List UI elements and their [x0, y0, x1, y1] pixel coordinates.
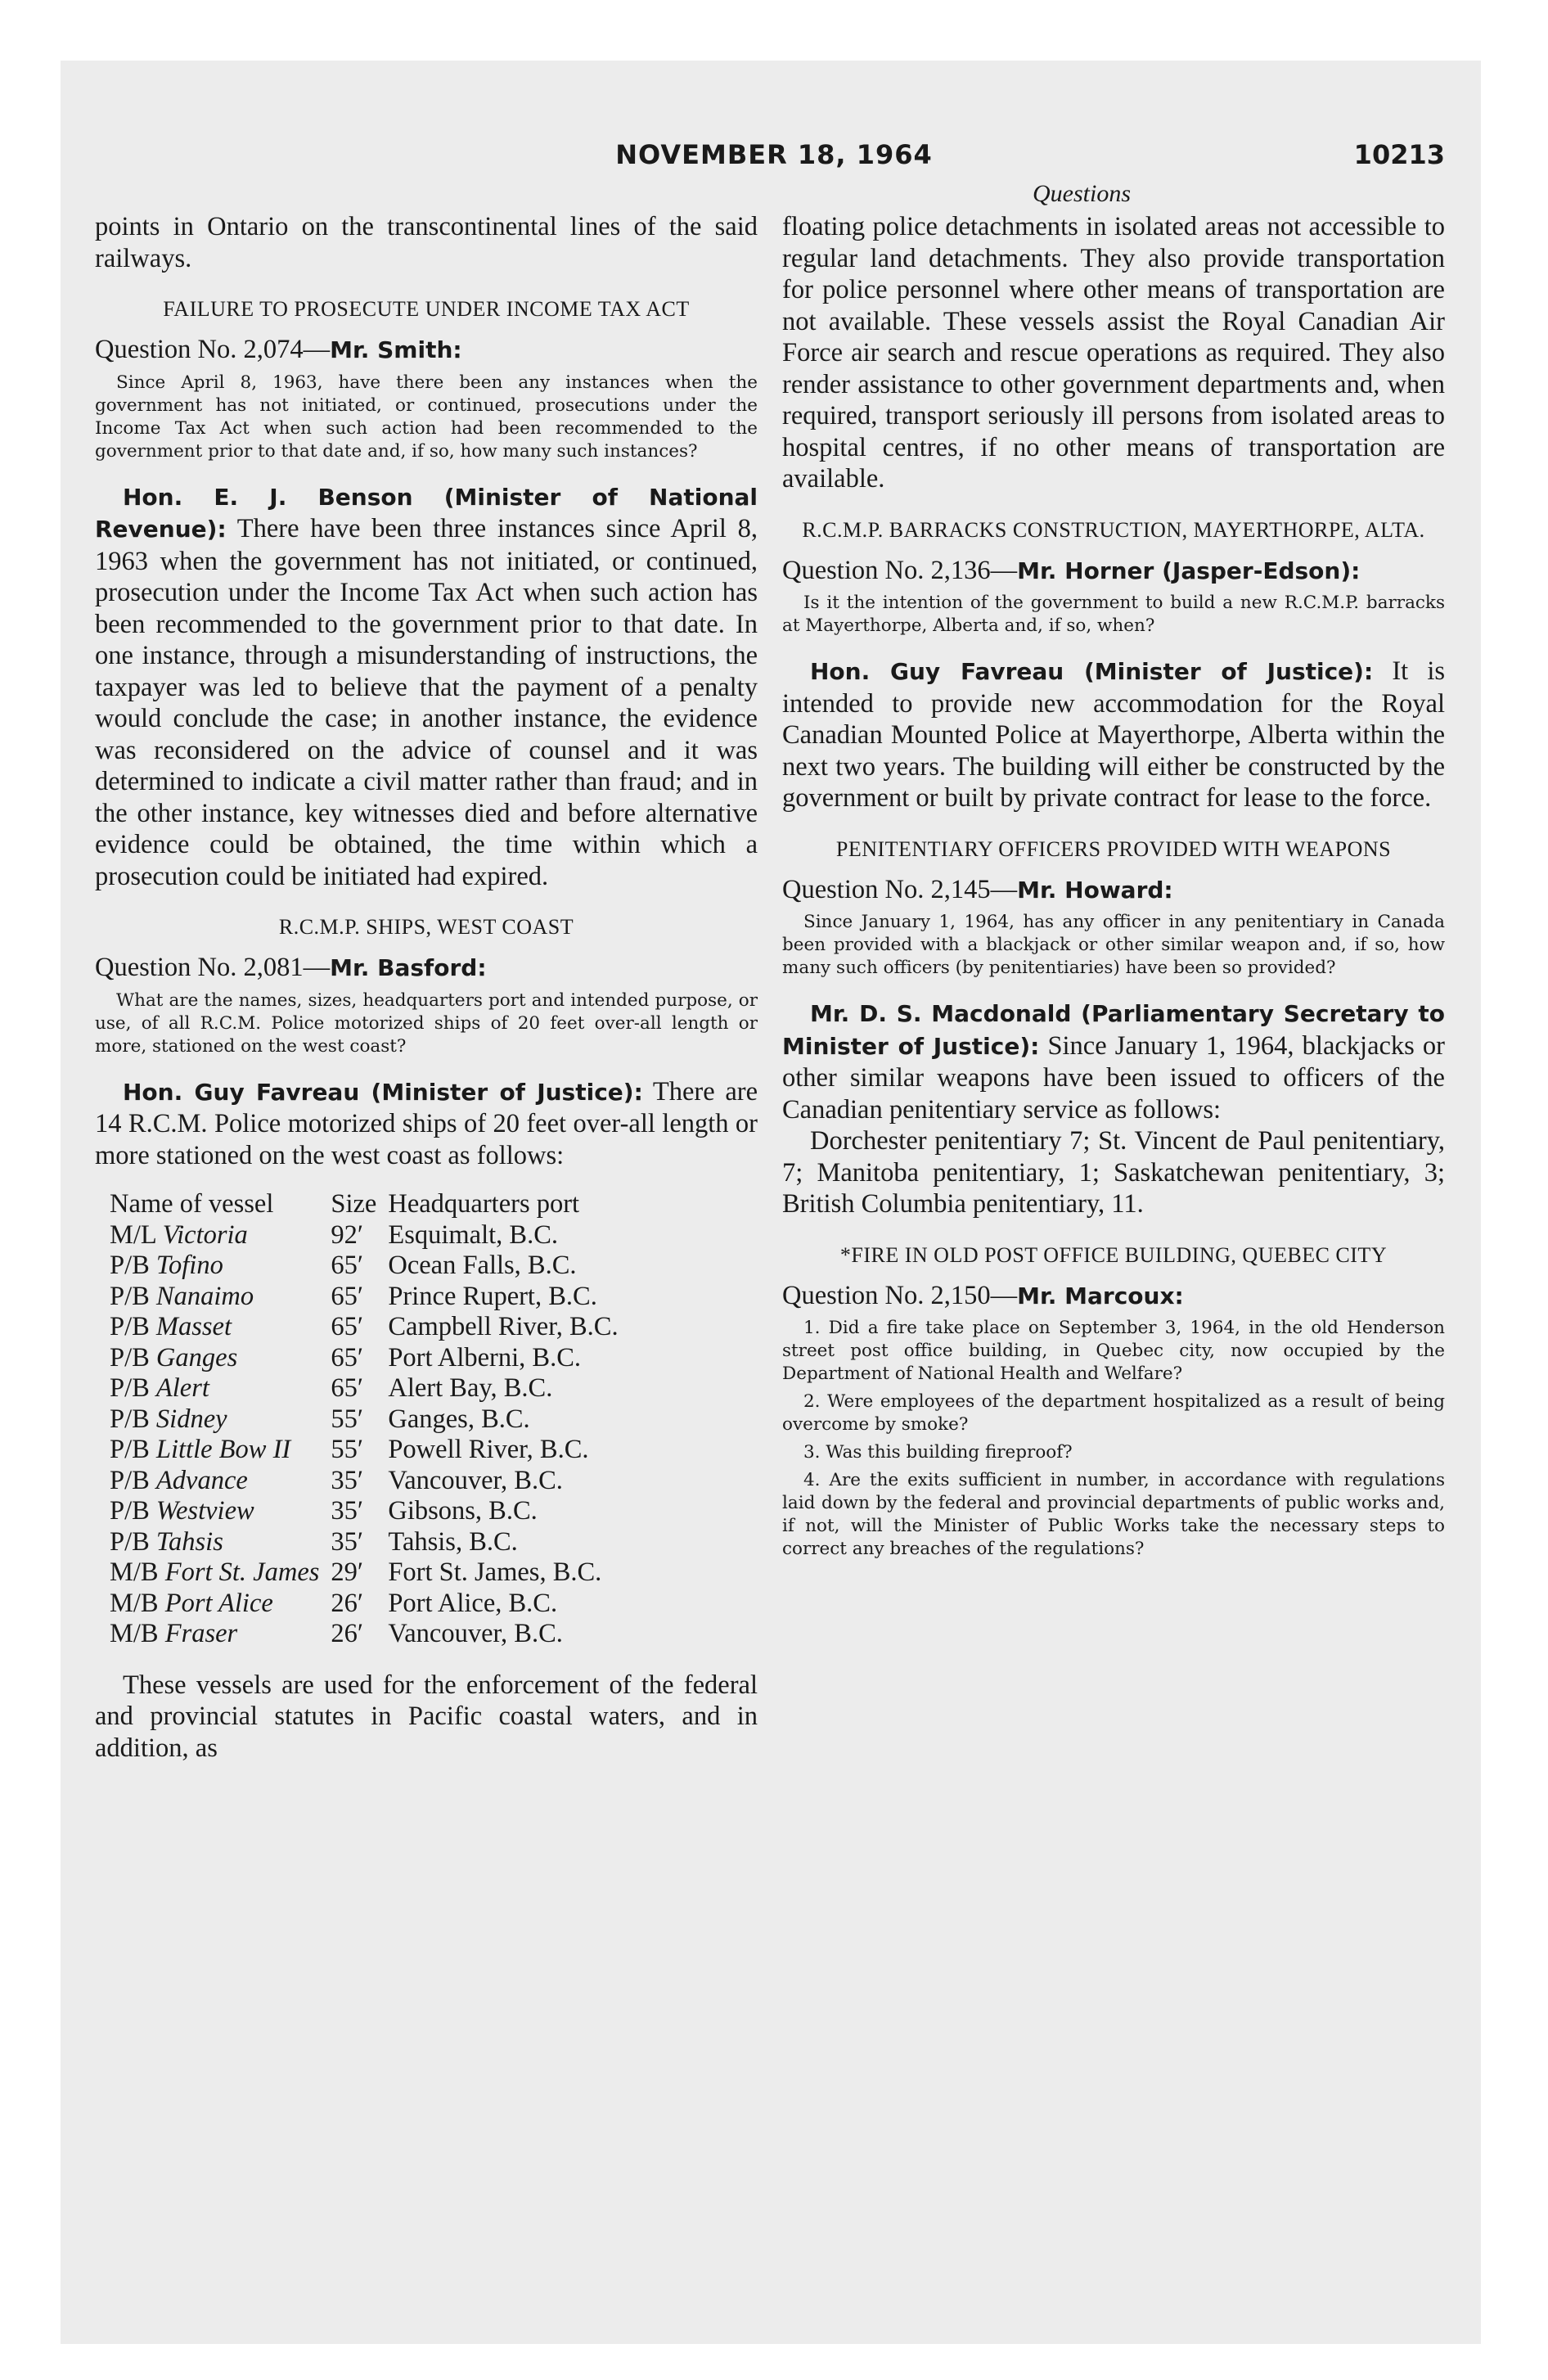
vessel-type: P/B [110, 1281, 156, 1311]
left-column [95, 211, 758, 1764]
vessel-size: 55′ [331, 1435, 363, 1464]
vessel-name: Nanaimo [155, 1281, 254, 1311]
answer-text: Since January 1, 1964, blackjacks or other similar weapons have been issued to officers of the Canadian penitentiary service as follows: [782, 1030, 1445, 1125]
questioner-name: Mr. Basford: [330, 954, 487, 981]
page-date: NOVEMBER 18, 1964 [615, 139, 933, 170]
speaker-name: Mr. D. S. Macdonald (Parliamentary Secretary to Minister of Justice): [782, 1000, 1445, 1060]
continued-text: points in Ontario on the transcontinental lines of the said railways. [95, 212, 758, 273]
table-row [110, 1466, 630, 1497]
page-number: 10213 [1353, 139, 1445, 170]
vessel-size: 65′ [331, 1251, 363, 1280]
vessel-type: P/B [110, 1251, 156, 1280]
answer-text: There are 14 R.C.M. Police motorized ships of 20 feet over-all length or more stationed on the west coast as follows: [95, 1076, 758, 1170]
question-text: Since January 1, 1964, has any officer in any penitentiary in Canada been provided with a blackjack or other similar weapon and, if so, how many such officers (by penitentiaries) have been so provided? [782, 912, 1445, 978]
vessel-size: 92′ [331, 1219, 363, 1250]
vessel-size: 35′ [331, 1496, 363, 1526]
closing-paragraph: These vessels are used for the enforcement of the federal and provincial statutes in Pacific coastal waters, and in addition, as [95, 1670, 758, 1763]
answer-text: There have been three instances since April 8, 1963 when the government has not initiated, or continued, prosecution under the Income Tax Act when such action has been recommended to the government prior to that date. In one instance, through a misunderstanding of instructions, the taxpayer was led to believe that the payment of a penalty would conclude the case; in another instance, the evidence was reconsidered on the advice of counsel and it was determined to indicate a civil matter rather than fraud; and in the other instance, key witnesses died and before alternative evidence could be obtained, the time within which a prosecution could be initiated had expired. [95, 514, 758, 891]
list-item: 4. Are the exits sufficient in number, in accordance with regulations laid down by the federal and provincial departments of public works and, if not, will the Minister of Public Works take the necessary steps to correct any breaches of the regulations? [782, 1470, 1445, 1559]
vessel-port: Fort St. James, B.C. [388, 1557, 602, 1587]
answer-paragraph: Dorchester penitentiary 7; St. Vincent de Paul penitentiary, 7; Manitoba penitentiary, 1; Saskatchewan penitentiary, 3; British Columbia penitentiary, 11. [782, 1126, 1445, 1219]
vessel-name: Alert [155, 1373, 209, 1403]
vessel-name: Advance [155, 1465, 248, 1495]
questioner-name: Mr. Smith: [330, 336, 462, 363]
vessel-name-cell [110, 1466, 331, 1497]
table-row [110, 1373, 630, 1404]
question-text: Since April 8, 1963, have there been any instances when the government has not initiated, or continued, prosecutions under the Income Tax Act when such action had been recommended to the government prior to that date and, if so, how many such instances? [95, 372, 758, 462]
vessel-port: Vancouver, B.C. [388, 1465, 563, 1495]
vessel-port: Esquimalt, B.C. [388, 1219, 559, 1250]
right-column [782, 211, 1445, 1566]
table-row [110, 1404, 630, 1436]
question-number: Question No. 2,081— [95, 953, 331, 982]
questioner-name: Mr. Horner (Jasper-Edson): [1017, 557, 1361, 584]
vessel-type: P/B [110, 1404, 156, 1434]
table-row [110, 1619, 630, 1650]
vessel-name: Ganges [155, 1342, 238, 1373]
table-row [110, 1435, 630, 1466]
vessel-name-cell [110, 1282, 331, 1313]
table-header-row [110, 1189, 630, 1220]
table-row [110, 1312, 630, 1343]
question-number: Question No. 2,145— [782, 874, 1018, 904]
answer-paragraph [782, 998, 1445, 1125]
vessel-type: P/B [110, 1342, 156, 1373]
vessel-port: Campbell River, B.C. [388, 1312, 619, 1341]
vessel-name-cell [110, 1312, 331, 1343]
vessel-port: Powell River, B.C. [388, 1435, 589, 1464]
question-number: Question No. 2,136— [782, 555, 1018, 585]
section-heading: FAILURE TO PROSECUTE UNDER INCOME TAX ACT [163, 297, 690, 321]
vessel-size: 65′ [331, 1281, 363, 1311]
vessel-port: Tahsis, B.C. [388, 1526, 518, 1557]
question-text: Is it the intention of the government to build a new R.C.M.P. barracks at Mayerthorpe, Alberta and, if so, when? [782, 593, 1445, 636]
vessel-name-cell [110, 1404, 331, 1436]
vessel-name: Little Bow II [155, 1435, 291, 1464]
answer-paragraph [95, 481, 758, 893]
vessel-port: Port Alice, B.C. [388, 1588, 558, 1618]
vessel-name-cell [110, 1373, 331, 1404]
vessel-type: M/B [110, 1557, 165, 1587]
header-port: Headquarters port [388, 1189, 580, 1219]
table-row [110, 1589, 630, 1620]
vessel-size: 55′ [331, 1404, 363, 1434]
vessel-port: Ganges, B.C. [388, 1404, 530, 1434]
vessel-port: Ocean Falls, B.C. [388, 1251, 577, 1280]
vessel-type: P/B [110, 1435, 156, 1464]
vessel-rows [110, 1220, 630, 1650]
vessel-name: Port Alice [164, 1588, 273, 1618]
question-line [782, 874, 1445, 907]
vessel-name: Fort St. James [164, 1557, 320, 1587]
list-item: 1. Did a fire take place on September 3, 1964, in the old Henderson street post office building, in Quebec city, now occupied by the Department of National Health and Welfare? [782, 1318, 1445, 1384]
vessel-size: 26′ [331, 1619, 363, 1648]
vessel-type: M/L [110, 1219, 163, 1250]
answer-paragraph [782, 656, 1445, 814]
vessel-type: P/B [110, 1373, 156, 1403]
table-row [110, 1496, 630, 1527]
question-number: Question No. 2,074— [95, 335, 331, 364]
list-item: 2. Were employees of the department hospitalized as a result of being overcome by smoke? [782, 1391, 1445, 1435]
header-name: Name of vessel [110, 1189, 274, 1219]
vessel-name-cell [110, 1557, 331, 1589]
vessel-size: 65′ [331, 1312, 363, 1341]
section-heading: *FIRE IN OLD POST OFFICE BUILDING, QUEBEC CITY [839, 1242, 1388, 1267]
question-list [782, 1317, 1445, 1561]
section-heading: PENITENTIARY OFFICERS PROVIDED WITH WEAPONS [835, 836, 1392, 861]
list-item: 3. Was this building fireproof? [803, 1442, 1073, 1463]
vessel-port: Alert Bay, B.C. [388, 1373, 553, 1403]
table-row [110, 1343, 630, 1374]
vessel-name: Tahsis [155, 1526, 223, 1557]
vessel-port: Gibsons, B.C. [388, 1496, 538, 1526]
table-row [110, 1557, 630, 1589]
section-title: Questions [1033, 180, 1131, 207]
vessel-table [110, 1189, 630, 1650]
vessel-name: Tofino [155, 1251, 223, 1280]
table-row [110, 1220, 630, 1251]
header-size: Size [331, 1189, 377, 1219]
question-line [95, 334, 758, 367]
vessel-name-cell [110, 1619, 331, 1650]
section-heading: R.C.M.P. SHIPS, WEST COAST [278, 915, 574, 939]
vessel-type: P/B [110, 1496, 156, 1526]
vessel-name-cell [110, 1220, 331, 1251]
vessel-name-cell [110, 1343, 331, 1374]
vessel-type: P/B [110, 1526, 156, 1557]
section-heading: R.C.M.P. BARRACKS CONSTRUCTION, MAYERTHORPE, ALTA. [802, 517, 1425, 542]
continued-text: floating police detachments in isolated areas not accessible to regular land detachments. They also provide transportation for police personnel where other means of transportation are not available. These vessels assist the Royal Canadian Air Force air search and rescue operations as required. They also render assistance to other government departments and, when required, transport seriously ill persons from isolated areas to hospital centres, if no other means of transportation are available. [782, 212, 1445, 494]
answer-text: It is intended to provide new accommodation for the Royal Canadian Mounted Police at Mayerthorpe, Alberta within the next two years. The building will either be constructed by the government or built by private contract for lease to the force. [782, 656, 1446, 813]
question-line [782, 1280, 1445, 1313]
vessel-size: 29′ [331, 1557, 363, 1587]
vessel-type: P/B [110, 1312, 156, 1341]
vessel-size: 65′ [331, 1373, 363, 1403]
speaker-name: Hon. Guy Favreau (Minister of Justice): [123, 1078, 643, 1106]
vessel-name-cell [110, 1589, 331, 1620]
questioner-name: Mr. Howard: [1017, 876, 1173, 904]
table-row [110, 1251, 630, 1282]
vessel-type: M/B [110, 1619, 165, 1648]
vessel-name: Victoria [162, 1219, 248, 1250]
vessel-name-cell [110, 1496, 331, 1527]
vessel-name: Westview [155, 1496, 254, 1526]
vessel-name-cell [110, 1527, 331, 1558]
question-line [95, 952, 758, 985]
question-line [782, 555, 1445, 588]
vessel-name: Fraser [164, 1619, 238, 1648]
vessel-name-cell [110, 1435, 331, 1466]
vessel-size: 35′ [331, 1526, 363, 1557]
vessel-size: 65′ [331, 1342, 363, 1373]
vessel-name-cell [110, 1251, 331, 1282]
speaker-name: Hon. Guy Favreau (Minister of Justice): [810, 658, 1374, 685]
vessel-port: Prince Rupert, B.C. [388, 1281, 597, 1311]
answer-paragraph [95, 1076, 758, 1172]
table-row [110, 1282, 630, 1313]
vessel-name: Masset [155, 1312, 232, 1341]
vessel-port: Vancouver, B.C. [388, 1619, 563, 1648]
vessel-type: P/B [110, 1465, 156, 1495]
vessel-size: 26′ [331, 1588, 363, 1618]
question-number: Question No. 2,150— [782, 1280, 1018, 1310]
vessel-size: 35′ [331, 1465, 363, 1495]
vessel-type: M/B [110, 1588, 165, 1618]
questioner-name: Mr. Marcoux: [1017, 1282, 1184, 1309]
speaker-name: Hon. E. J. Benson (Minister of National Revenue): [95, 483, 758, 543]
vessel-port: Port Alberni, B.C. [388, 1342, 582, 1373]
vessel-name: Sidney [155, 1404, 227, 1434]
question-text: What are the names, sizes, headquarters port and intended purpose, or use, of all R.C.M. Police motorized ships of 20 feet over-all length or more, stationed on the west coast? [95, 989, 758, 1057]
table-row [110, 1527, 630, 1558]
